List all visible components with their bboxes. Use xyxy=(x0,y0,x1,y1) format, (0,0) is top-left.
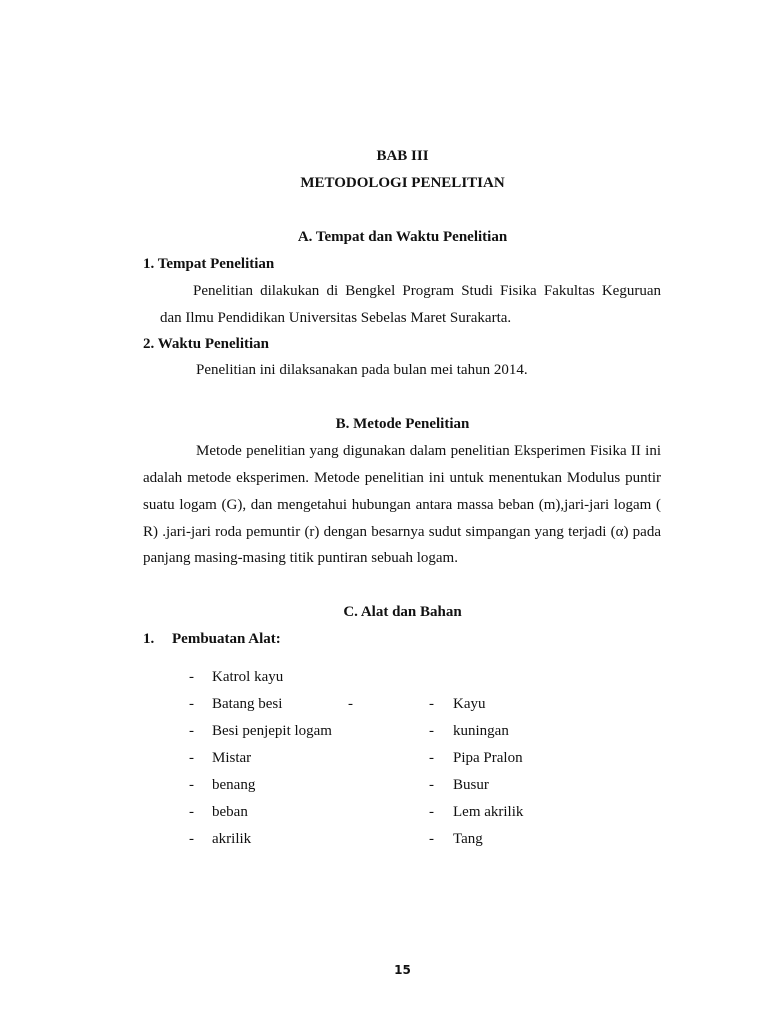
section-a-sub2-line1: Penelitian ini dilaksanakan pada bulan mei tahun 2014. xyxy=(196,362,528,378)
section-a-sub1-heading: 1. Tempat Penelitian xyxy=(143,256,275,272)
list-bullet: - xyxy=(189,723,194,739)
section-b-line: adalah metode eksperimen. Metode penelitian ini untuk menentukan Modulus puntir xyxy=(143,470,661,486)
section-a-sub1-line1: Penelitian dilakukan di Bengkel Program Studi Fisika Fakultas Keguruan xyxy=(193,283,661,299)
list-item: Lem akrilik xyxy=(453,804,524,820)
list-item: Besi penjepit logam xyxy=(212,723,332,739)
list-item: Kayu xyxy=(453,696,486,712)
stray-dash: - xyxy=(348,696,353,712)
list-bullet: - xyxy=(189,804,194,820)
list-bullet: - xyxy=(189,696,194,712)
section-a-sub2-heading: 2. Waktu Penelitian xyxy=(143,336,269,352)
section-c-heading: C. Alat dan Bahan xyxy=(343,604,462,620)
list-bullet: - xyxy=(189,750,194,766)
list-bullet: - xyxy=(429,750,434,766)
section-a-sub1-line2: dan Ilmu Pendidikan Universitas Sebelas Maret Surakarta. xyxy=(160,310,512,326)
list-item: beban xyxy=(212,804,248,820)
list-bullet: - xyxy=(189,831,194,847)
list-item: Tang xyxy=(453,831,483,847)
chapter-label: BAB III xyxy=(376,148,429,164)
list-item: Mistar xyxy=(212,750,252,766)
section-c-sub1-number: 1. xyxy=(143,631,155,647)
section-b-line: suatu logam (G), dan mengetahui hubungan antara massa beban (m),jari-jari logam ( xyxy=(143,497,661,513)
section-b-line: R) .jari-jari roda pemuntir (r) dengan besarnya sudut simpangan yang terjadi (α) pada xyxy=(143,524,661,540)
section-c-sub1-heading: Pembuatan Alat: xyxy=(172,631,281,647)
section-a-heading: A. Tempat dan Waktu Penelitian xyxy=(297,229,508,245)
list-bullet: - xyxy=(429,696,434,712)
section-b-line: panjang masing-masing titik puntiran sebuah logam. xyxy=(143,550,458,566)
list-bullet: - xyxy=(189,669,194,685)
page-number: 15 xyxy=(394,963,411,977)
list-item: Busur xyxy=(453,777,489,793)
list-item: kuningan xyxy=(453,723,509,739)
chapter-title: METODOLOGI PENELITIAN xyxy=(300,175,505,191)
list-bullet: - xyxy=(429,723,434,739)
list-bullet: - xyxy=(189,777,194,793)
section-b-line: Metode penelitian yang digunakan dalam penelitian Eksperimen Fisika II ini xyxy=(196,443,661,459)
list-item: Batang besi xyxy=(212,696,283,712)
section-b-heading: B. Metode Penelitian xyxy=(335,416,470,432)
list-item: akrilik xyxy=(212,831,252,847)
list-item: Katrol kayu xyxy=(212,669,284,685)
list-item: benang xyxy=(212,777,256,793)
list-item: Pipa Pralon xyxy=(453,750,523,766)
list-bullet: - xyxy=(429,804,434,820)
list-bullet: - xyxy=(429,777,434,793)
list-bullet: - xyxy=(429,831,434,847)
